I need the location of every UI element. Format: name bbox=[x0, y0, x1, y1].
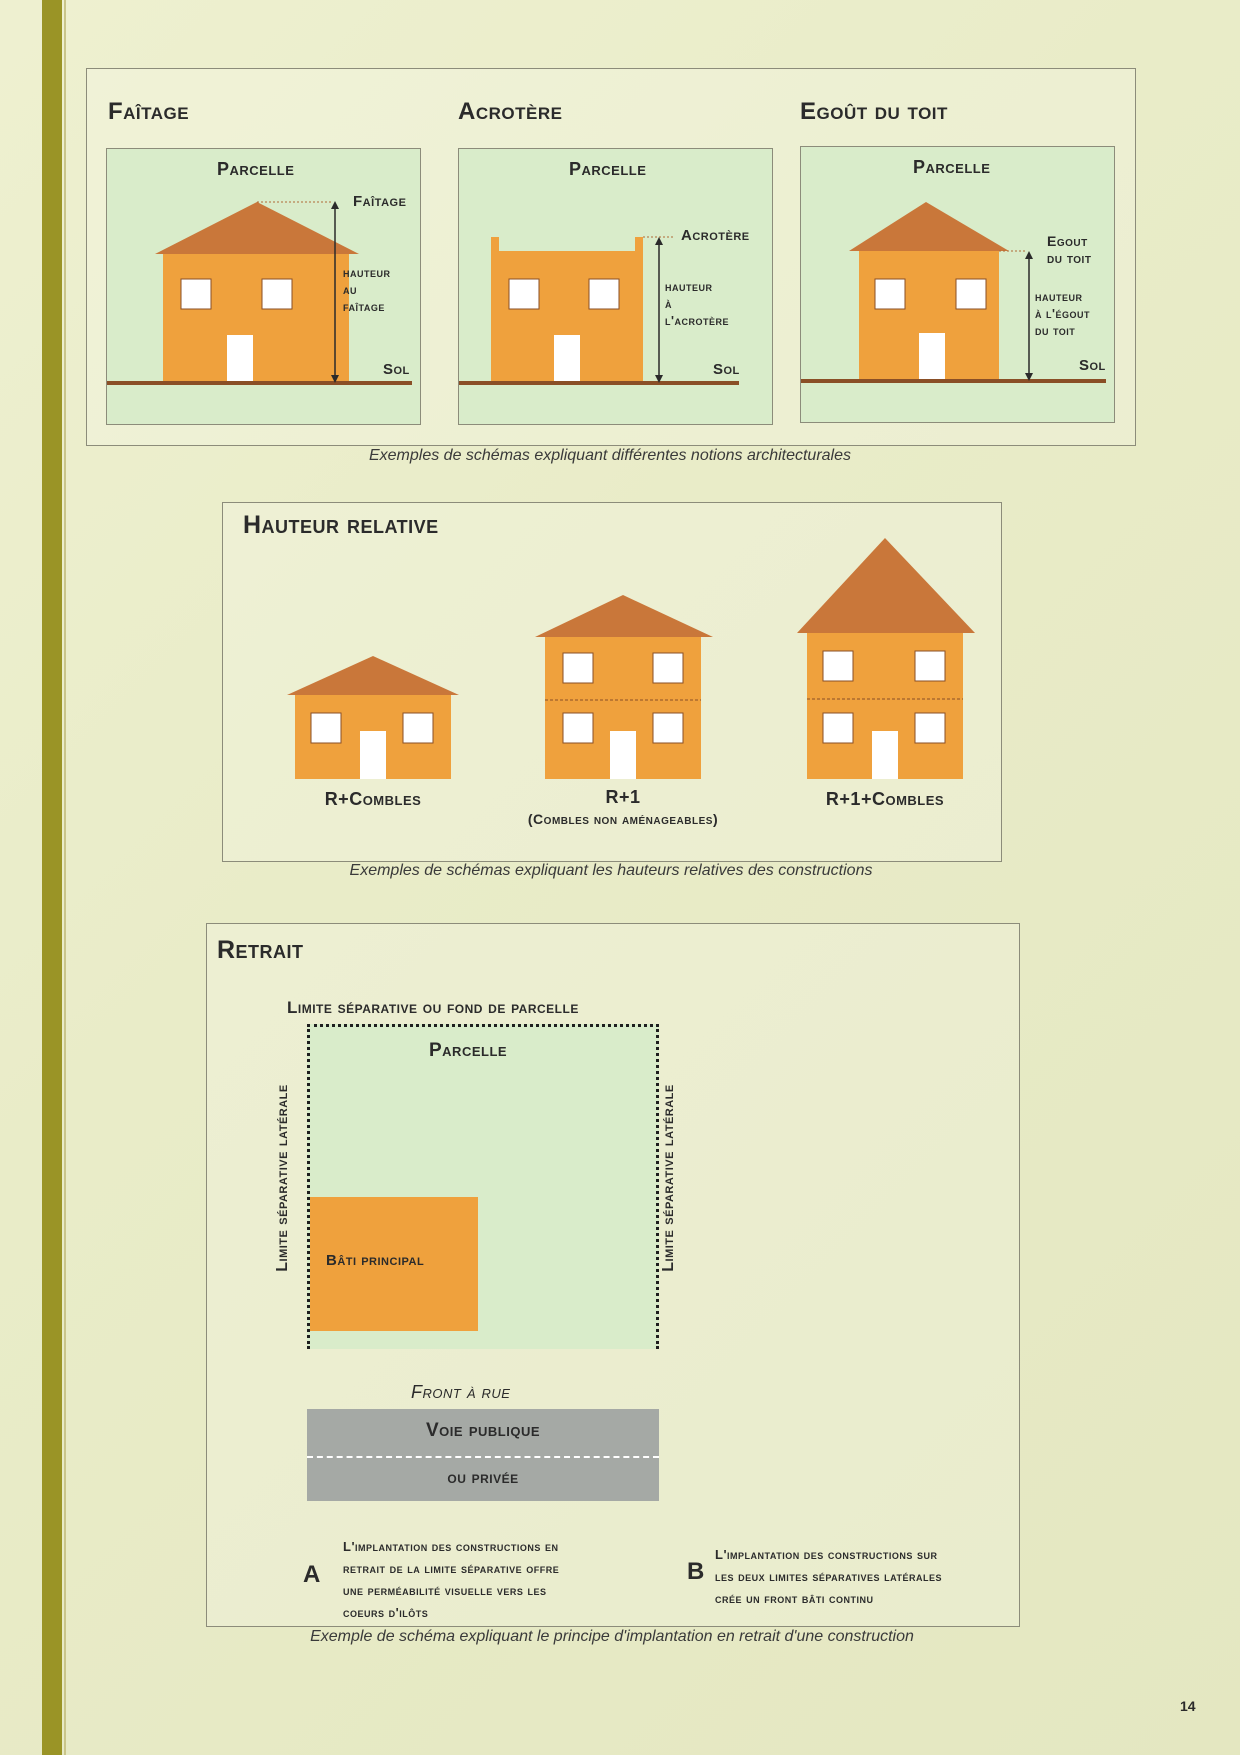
window bbox=[262, 279, 292, 309]
arrow-head bbox=[331, 201, 339, 209]
height-label: hauteur à l'acrotère bbox=[665, 280, 729, 328]
right-limit-rot bbox=[660, 1043, 684, 1313]
egout-diagram bbox=[800, 146, 1115, 423]
top-limit-label: Limite séparative ou fond de parcelle bbox=[287, 998, 579, 1017]
road-centerline bbox=[307, 1456, 659, 1458]
acrotere-diagram bbox=[458, 148, 773, 425]
top-label: Egout du toit bbox=[1047, 233, 1092, 266]
left-limit-rot bbox=[274, 1043, 298, 1313]
house-r-plus-1 bbox=[535, 595, 713, 779]
caption-notions: Exemples de schémas expliquant différentes notions architecturales bbox=[368, 447, 852, 464]
top-label: Faîtage bbox=[353, 193, 407, 210]
faitage-title: Faîtage bbox=[108, 98, 190, 125]
note-a-letter: A bbox=[303, 1561, 321, 1588]
label-r-combles: R+Combles bbox=[324, 789, 422, 809]
hauteur-relative-title: Hauteur relative bbox=[243, 511, 439, 539]
roof bbox=[155, 202, 359, 254]
road-label-1: Voie publique bbox=[425, 1420, 541, 1441]
right-limit-text: Limite séparative latérale bbox=[660, 1084, 677, 1272]
roof bbox=[849, 202, 1009, 251]
house-r-combles bbox=[287, 656, 459, 779]
window bbox=[181, 279, 211, 309]
caption-retrait: Exemple de schéma expliquant le principe d'implantation en retrait d'une construction bbox=[310, 1628, 914, 1645]
label-r-plus-1: R+1 bbox=[605, 787, 641, 807]
sidebar-bar bbox=[42, 0, 62, 1755]
ground-label: Sol bbox=[383, 361, 410, 378]
note-b-text: L'implantation des constructions sur les deux limites séparatives latérales crée un front bâti continu bbox=[715, 1547, 942, 1606]
caption-hauteurs: Exemples de schémas expliquant les hauteurs relatives des constructions bbox=[349, 862, 873, 879]
window bbox=[875, 279, 905, 309]
window bbox=[589, 279, 619, 309]
house-wall bbox=[163, 254, 349, 382]
left-limit-text: Limite séparative latérale bbox=[274, 1084, 291, 1272]
door bbox=[554, 335, 580, 383]
hauteur-relative-panel bbox=[222, 502, 1002, 862]
road-label-2: ou privée bbox=[447, 1468, 519, 1487]
batiment-label: Bâti principal bbox=[326, 1252, 425, 1269]
house-r-plus-1-combles bbox=[797, 538, 975, 779]
parcel-label: Parcelle bbox=[429, 1040, 508, 1061]
faitage-diagram bbox=[106, 148, 421, 425]
retrait-panel bbox=[206, 923, 1020, 1627]
note-b-letter: B bbox=[687, 1558, 705, 1585]
front-label-text: Front à rue bbox=[411, 1382, 511, 1402]
top-label: Acrotère bbox=[681, 227, 750, 244]
sublabel-r-plus-1: (Combles non aménageables) bbox=[527, 811, 719, 827]
egout-title: Egoût du toit bbox=[800, 98, 948, 125]
window bbox=[956, 279, 986, 309]
parcel-label: Parcelle bbox=[217, 159, 295, 179]
window bbox=[509, 279, 539, 309]
height-label: hauteur au faîtage bbox=[343, 266, 391, 314]
label-r-plus-1-combles: R+1+Combles bbox=[825, 789, 945, 809]
retrait-title: Retrait bbox=[217, 936, 304, 964]
sidebar-line bbox=[64, 0, 66, 1755]
door bbox=[227, 335, 253, 382]
parcel-label: Parcelle bbox=[569, 159, 647, 179]
page-number: 14 bbox=[1180, 1698, 1196, 1714]
front-label bbox=[411, 1382, 510, 1403]
acrotere-title: Acrotère bbox=[458, 98, 563, 125]
height-label: hauteur à l'égout du toit bbox=[1035, 290, 1090, 338]
arrow-head bbox=[655, 237, 663, 245]
parcel-label: Parcelle bbox=[913, 157, 991, 177]
ground-label: Sol bbox=[1079, 357, 1106, 374]
door bbox=[919, 333, 945, 381]
note-a-text: L'implantation des constructions en retrait de la limite séparative offre une perméabilité visuelle vers les coeurs d'ilôts bbox=[343, 1539, 560, 1620]
ground-label: Sol bbox=[713, 361, 740, 378]
arrow-head bbox=[1025, 251, 1033, 259]
